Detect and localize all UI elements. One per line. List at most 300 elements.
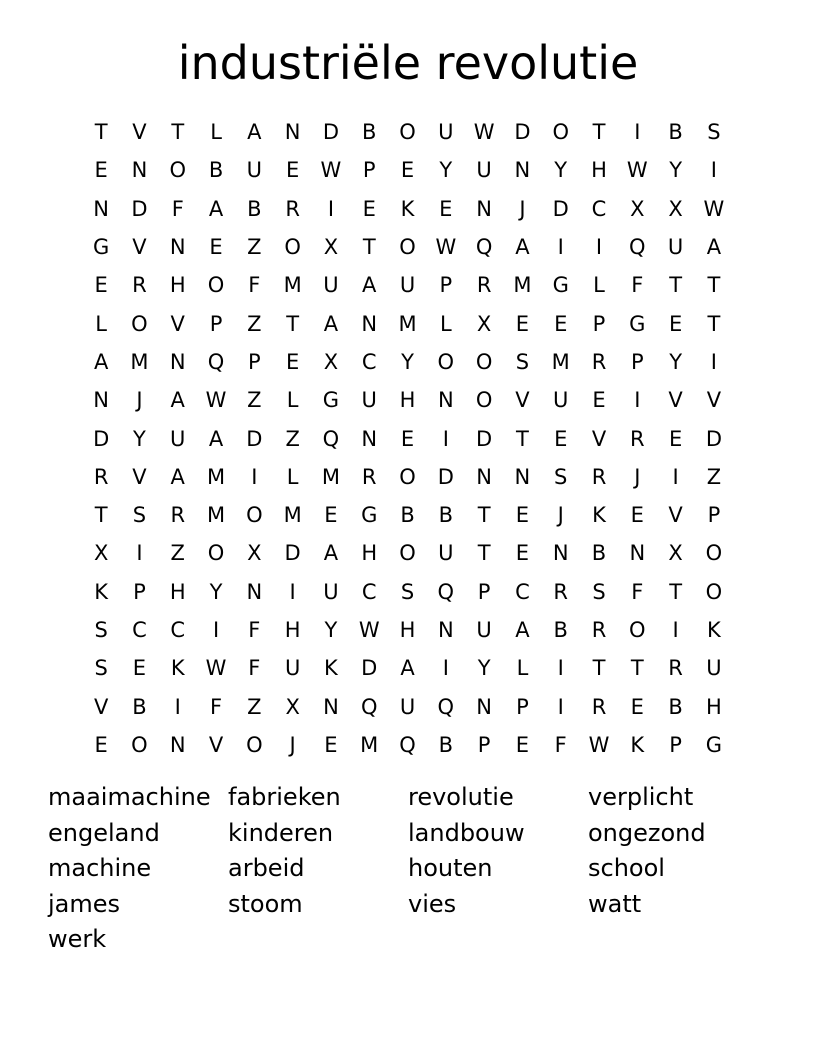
grid-letter: H (169, 579, 186, 604)
grid-letter: S (400, 579, 415, 604)
grid-letter: N (552, 541, 569, 566)
page-title: industriële revolutie (177, 36, 639, 90)
grid-letter: Q (437, 694, 455, 719)
grid-letter: Z (285, 426, 300, 451)
grid-letter: C (132, 618, 147, 642)
word-list-item: werk (48, 925, 107, 953)
grid-letter: K (592, 503, 606, 528)
grid-letter: L (95, 311, 107, 336)
grid-letter: N (476, 196, 492, 221)
word-list-item: landbouw (408, 818, 525, 847)
grid-letter: V (668, 503, 683, 528)
grid-letter: S (554, 464, 568, 489)
grid-letter: G (705, 732, 723, 757)
grid-letter: S (94, 656, 108, 681)
grid-letter: N (169, 235, 186, 260)
grid-letter: V (706, 388, 722, 413)
grid-letter: R (132, 273, 147, 298)
grid-letter: N (169, 349, 186, 374)
grid-letter: N (361, 311, 378, 336)
grid-letter: X (630, 196, 645, 221)
grid-letter: L (210, 120, 222, 145)
word-list-item: vies (408, 889, 457, 918)
grid-letter: H (591, 158, 607, 183)
grid-letter: R (630, 426, 645, 451)
grid-letter: T (171, 120, 185, 145)
grid-letter: M (360, 732, 379, 757)
word-list-item: machine (48, 854, 152, 882)
grid-letter: I (557, 235, 564, 260)
grid-row (82, 304, 734, 342)
grid-letter: I (557, 656, 564, 681)
grid-letter: T (477, 541, 491, 566)
grid-letter: D (131, 196, 148, 221)
grid-letter: G (93, 235, 110, 260)
grid-letter: A (515, 235, 530, 260)
grid-letter: V (208, 732, 224, 757)
grid-letter: H (399, 388, 416, 413)
grid-letter: B (400, 503, 415, 528)
grid-letter: O (437, 349, 455, 374)
word-list-item: kinderen (228, 818, 334, 847)
grid-letter: I (634, 388, 641, 413)
grid-letter: T (477, 503, 491, 528)
grid-letter: H (169, 273, 186, 298)
grid-letter: I (289, 579, 296, 604)
grid-letter: E (630, 503, 644, 528)
grid-letter: E (400, 158, 415, 183)
grid-letter: U (438, 120, 454, 145)
grid-letter: P (248, 349, 261, 374)
grid-letter: T (362, 235, 376, 260)
grid-letter: L (439, 311, 452, 336)
grid-letter: T (592, 120, 606, 145)
grid-letter: O (284, 235, 301, 260)
grid-letter: U (476, 158, 492, 183)
grid-letter: Q (475, 235, 493, 260)
grid-letter: P (707, 503, 721, 528)
grid-letter: Q (207, 349, 225, 374)
grid-letter: N (246, 579, 263, 604)
grid-letter: I (710, 158, 717, 183)
grid-letter: B (247, 196, 262, 221)
grid-letter: B (208, 158, 224, 183)
grid-letter: Q (322, 426, 340, 451)
word-list-item: arbeid (228, 854, 305, 882)
grid-letter: W (588, 732, 610, 757)
grid-letter: T (630, 656, 644, 681)
grid-letter: X (285, 694, 300, 719)
grid-letter: H (284, 618, 301, 642)
grid-letter: E (668, 311, 683, 336)
grid-letter: I (251, 464, 258, 489)
grid-letter: O (475, 388, 493, 413)
grid-letter: F (248, 618, 261, 642)
grid-letter: B (132, 694, 147, 719)
grid-letter: O (399, 235, 416, 260)
grid-letter: V (668, 388, 683, 413)
grid-letter: U (438, 541, 454, 566)
grid-letter: D (514, 120, 531, 145)
grid-letter: J (557, 503, 564, 528)
grid-letter: M (206, 503, 226, 528)
grid-letter: U (667, 235, 684, 260)
grid-letter: M (513, 273, 532, 298)
grid-letter: J (519, 196, 526, 221)
grid-letter: E (592, 388, 606, 413)
grid-letter: L (286, 388, 299, 413)
grid-row (82, 534, 734, 572)
grid-letter: N (323, 694, 339, 719)
grid-letter: S (515, 349, 530, 374)
grid-letter: U (476, 618, 492, 642)
grid-letter: U (361, 388, 377, 413)
word-list-item: houten (408, 854, 493, 882)
grid-letter: A (362, 273, 377, 298)
grid-letter: R (170, 503, 186, 528)
grid-letter: W (703, 196, 725, 221)
grid-letter: A (515, 618, 530, 642)
grid-letter: D (476, 426, 493, 451)
grid-letter: K (170, 656, 185, 681)
grid-letter: O (246, 503, 263, 528)
grid-letter: M (551, 349, 570, 374)
grid-letter: X (323, 235, 339, 260)
grid-letter: G (361, 503, 378, 528)
grid-letter: P (477, 579, 491, 604)
grid-letter: A (706, 235, 722, 260)
grid-letter: C (515, 579, 530, 604)
grid-letter: A (247, 120, 262, 145)
grid-row (82, 611, 734, 649)
grid-letter: R (553, 579, 568, 604)
grid-letter: D (705, 426, 722, 451)
grid-letter: U (399, 694, 416, 719)
grid-letter: Y (669, 158, 683, 183)
grid-letter: T (592, 656, 606, 681)
grid-row (82, 649, 734, 687)
grid-letter: E (94, 732, 108, 757)
grid-letter: J (136, 388, 143, 413)
grid-letter: W (358, 618, 380, 642)
grid-letter: F (171, 196, 184, 221)
grid-letter: N (131, 158, 148, 183)
grid-letter: R (591, 694, 607, 719)
grid-letter: Y (477, 656, 491, 681)
grid-letter: C (170, 618, 186, 642)
word-list-item: fabrieken (228, 783, 341, 811)
grid-letter: O (399, 464, 416, 489)
grid-letter: O (246, 732, 263, 757)
grid-letter: T (94, 120, 108, 145)
grid-row (82, 228, 734, 266)
grid-letter: X (93, 541, 109, 566)
grid-letter: S (592, 579, 606, 604)
grid-letter: Q (399, 732, 416, 757)
grid-letter: U (246, 158, 263, 183)
grid-letter: M (321, 464, 340, 489)
grid-letter: Y (439, 158, 453, 183)
grid-letter: R (93, 464, 109, 489)
grid-letter: O (475, 349, 493, 374)
word-list-item: watt (588, 889, 642, 918)
grid-letter: E (209, 235, 223, 260)
grid-row (82, 151, 734, 189)
grid-letter: O (131, 732, 148, 757)
grid-letter: P (362, 158, 376, 183)
grid-letter: U (323, 273, 339, 298)
grid-letter: B (668, 120, 683, 145)
grid-letter: O (169, 158, 186, 183)
grid-letter: E (515, 503, 530, 528)
grid-letter: F (209, 694, 223, 719)
grid-letter: V (132, 464, 147, 489)
grid-letter: F (631, 273, 644, 298)
grid-letter: A (323, 541, 339, 566)
grid-letter: B (553, 618, 568, 642)
grid-letter: B (438, 732, 454, 757)
grid-letter: V (93, 694, 109, 719)
grid-letter: S (707, 120, 721, 145)
grid-letter: I (442, 426, 449, 451)
grid-letter: I (595, 235, 603, 260)
grid-letter: H (361, 541, 378, 566)
grid-letter: Y (133, 426, 146, 451)
grid-letter: K (630, 732, 645, 757)
grid-letter: T (707, 273, 721, 298)
grid-letter: C (591, 196, 607, 221)
grid-letter: X (668, 196, 683, 221)
word-list (48, 780, 768, 958)
grid-letter: P (516, 694, 529, 719)
grid-letter: I (212, 618, 220, 642)
grid-letter: E (324, 732, 338, 757)
grid-letter: T (286, 311, 300, 336)
grid-letter: R (285, 196, 300, 221)
grid-letter: O (705, 579, 723, 604)
grid-letter: P (669, 732, 682, 757)
grid-letter: R (591, 618, 607, 642)
grid-letter: S (94, 618, 108, 642)
grid-letter: N (93, 196, 109, 221)
grid-letter: O (552, 120, 569, 145)
grid-letter: M (283, 273, 302, 298)
grid-letter: U (284, 656, 301, 681)
grid-letter: I (327, 196, 335, 221)
grid-letter: Z (247, 388, 262, 413)
grid-letter: O (207, 273, 225, 298)
grid-letter: R (361, 464, 377, 489)
grid-letter: L (516, 656, 529, 681)
grid-letter: E (554, 426, 568, 451)
grid-letter: E (554, 311, 568, 336)
grid-letter: W (205, 656, 227, 681)
grid-letter: Y (324, 618, 338, 642)
grid-row (82, 726, 734, 764)
word-list-item: verplicht (588, 783, 694, 811)
grid-letter: I (136, 541, 143, 566)
grid-letter: T (669, 273, 683, 298)
word-list-item: engeland (48, 818, 160, 847)
grid-letter: O (131, 311, 148, 336)
word-list-item: ongezond (588, 818, 706, 847)
grid-letter: E (439, 196, 453, 221)
grid-letter: Z (247, 311, 262, 336)
grid-letter: U (553, 388, 569, 413)
grid-letter: E (324, 503, 338, 528)
grid-letter: U (706, 656, 722, 681)
grid-letter: Q (437, 579, 455, 604)
grid-letter: V (170, 311, 185, 336)
grid-letter: U (323, 579, 339, 604)
grid-letter: M (206, 464, 226, 489)
grid-letter: N (284, 120, 301, 145)
grid-letter: F (248, 656, 261, 681)
grid-letter: E (132, 656, 147, 681)
grid-letter: A (170, 464, 185, 489)
grid-letter: K (400, 196, 415, 221)
grid-letter: D (552, 196, 569, 221)
grid-letter: U (399, 273, 416, 298)
grid-letter: A (400, 656, 415, 681)
grid-letter: P (209, 311, 223, 336)
grid-letter: O (399, 541, 416, 566)
grid-letter: H (706, 694, 722, 719)
grid-letter: A (170, 388, 185, 413)
grid-letter: H (399, 618, 416, 642)
grid-letter: W (205, 388, 227, 413)
grid-letter: R (668, 656, 683, 681)
grid-letter: A (208, 426, 224, 451)
grid-letter: Q (629, 235, 646, 260)
grid-letter: M (130, 349, 149, 374)
grid-letter: C (361, 579, 377, 604)
grid-letter: N (629, 541, 646, 566)
grid-letter: N (514, 158, 531, 183)
grid-letter: W (626, 158, 648, 183)
grid-letter: O (705, 541, 723, 566)
grid-letter: A (323, 311, 339, 336)
grid-letter: E (630, 694, 644, 719)
grid-letter: O (399, 120, 416, 145)
grid-letter: W (320, 158, 342, 183)
word-search-grid (82, 113, 734, 764)
grid-letter: F (248, 273, 261, 298)
grid-letter: E (285, 349, 300, 374)
grid-letter: F (631, 579, 644, 604)
grid-row (82, 266, 734, 304)
grid-letter: B (591, 541, 607, 566)
word-list-item: james (48, 889, 121, 918)
grid-letter: J (634, 464, 641, 489)
grid-letter: B (668, 694, 683, 719)
grid-letter: E (362, 196, 376, 221)
grid-letter: T (669, 579, 683, 604)
grid-letter: E (94, 273, 108, 298)
grid-letter: Y (554, 158, 568, 183)
grid-letter: D (361, 656, 378, 681)
grid-letter: R (476, 273, 492, 298)
grid-letter: P (133, 579, 146, 604)
grid-letter: U (170, 426, 186, 451)
grid-letter: D (93, 426, 110, 451)
grid-letter: D (246, 426, 263, 451)
grid-letter: K (94, 579, 109, 604)
word-list-item: stoom (228, 889, 303, 918)
grid-letter: R (591, 464, 607, 489)
grid-letter: G (322, 388, 340, 413)
grid-letter: Y (209, 579, 223, 604)
grid-letter: A (208, 196, 224, 221)
grid-letter: X (668, 541, 683, 566)
grid-letter: M (398, 311, 417, 336)
grid-letter: P (630, 349, 644, 374)
grid-letter: T (707, 311, 721, 336)
grid-letter: P (477, 732, 491, 757)
grid-letter: E (94, 158, 108, 183)
grid-letter: X (247, 541, 262, 566)
grid-letter: C (361, 349, 377, 374)
grid-letter: Q (360, 694, 378, 719)
grid-letter: L (593, 273, 605, 298)
word-list-item: revolutie (408, 783, 514, 811)
grid-letter: B (362, 120, 377, 145)
grid-letter: E (515, 541, 530, 566)
grid-row (82, 573, 734, 611)
grid-letter: E (668, 426, 683, 451)
grid-letter: W (435, 235, 457, 260)
grid-letter: T (516, 426, 529, 451)
grid-letter: F (554, 732, 567, 757)
grid-letter: N (514, 464, 531, 489)
grid-letter: Z (247, 235, 262, 260)
grid-row (82, 381, 734, 419)
grid-letter: J (289, 732, 296, 757)
grid-letter: Z (706, 464, 722, 489)
grid-letter: Z (247, 694, 262, 719)
grid-letter: T (94, 503, 108, 528)
grid-letter: M (283, 503, 302, 528)
grid-row (82, 687, 734, 725)
grid-letter: I (710, 349, 717, 374)
grid-row (82, 190, 734, 228)
grid-letter: I (442, 656, 449, 681)
grid-letter: K (707, 618, 721, 642)
grid-letter: I (672, 618, 679, 642)
grid-letter: X (476, 311, 492, 336)
grid-letter: D (322, 120, 340, 145)
grid-letter: E (285, 158, 300, 183)
grid-letter: R (591, 349, 607, 374)
grid-letter: W (473, 120, 495, 145)
grid-letter: B (438, 503, 454, 528)
grid-letter: O (629, 618, 646, 642)
word-list-item: school (588, 854, 665, 882)
grid-letter: A (93, 349, 109, 374)
word-list-item: maaimachine (48, 783, 211, 811)
grid-letter: I (557, 694, 564, 719)
grid-letter: E (515, 311, 530, 336)
grid-letter: X (323, 349, 339, 374)
grid-row (82, 343, 734, 381)
grid-letter: I (174, 694, 181, 719)
grid-letter: G (629, 311, 646, 336)
grid-letter: Z (170, 541, 185, 566)
grid-letter: N (476, 464, 492, 489)
grid-letter: V (132, 120, 147, 145)
grid-letter: Y (669, 349, 683, 374)
grid-row (82, 458, 734, 496)
